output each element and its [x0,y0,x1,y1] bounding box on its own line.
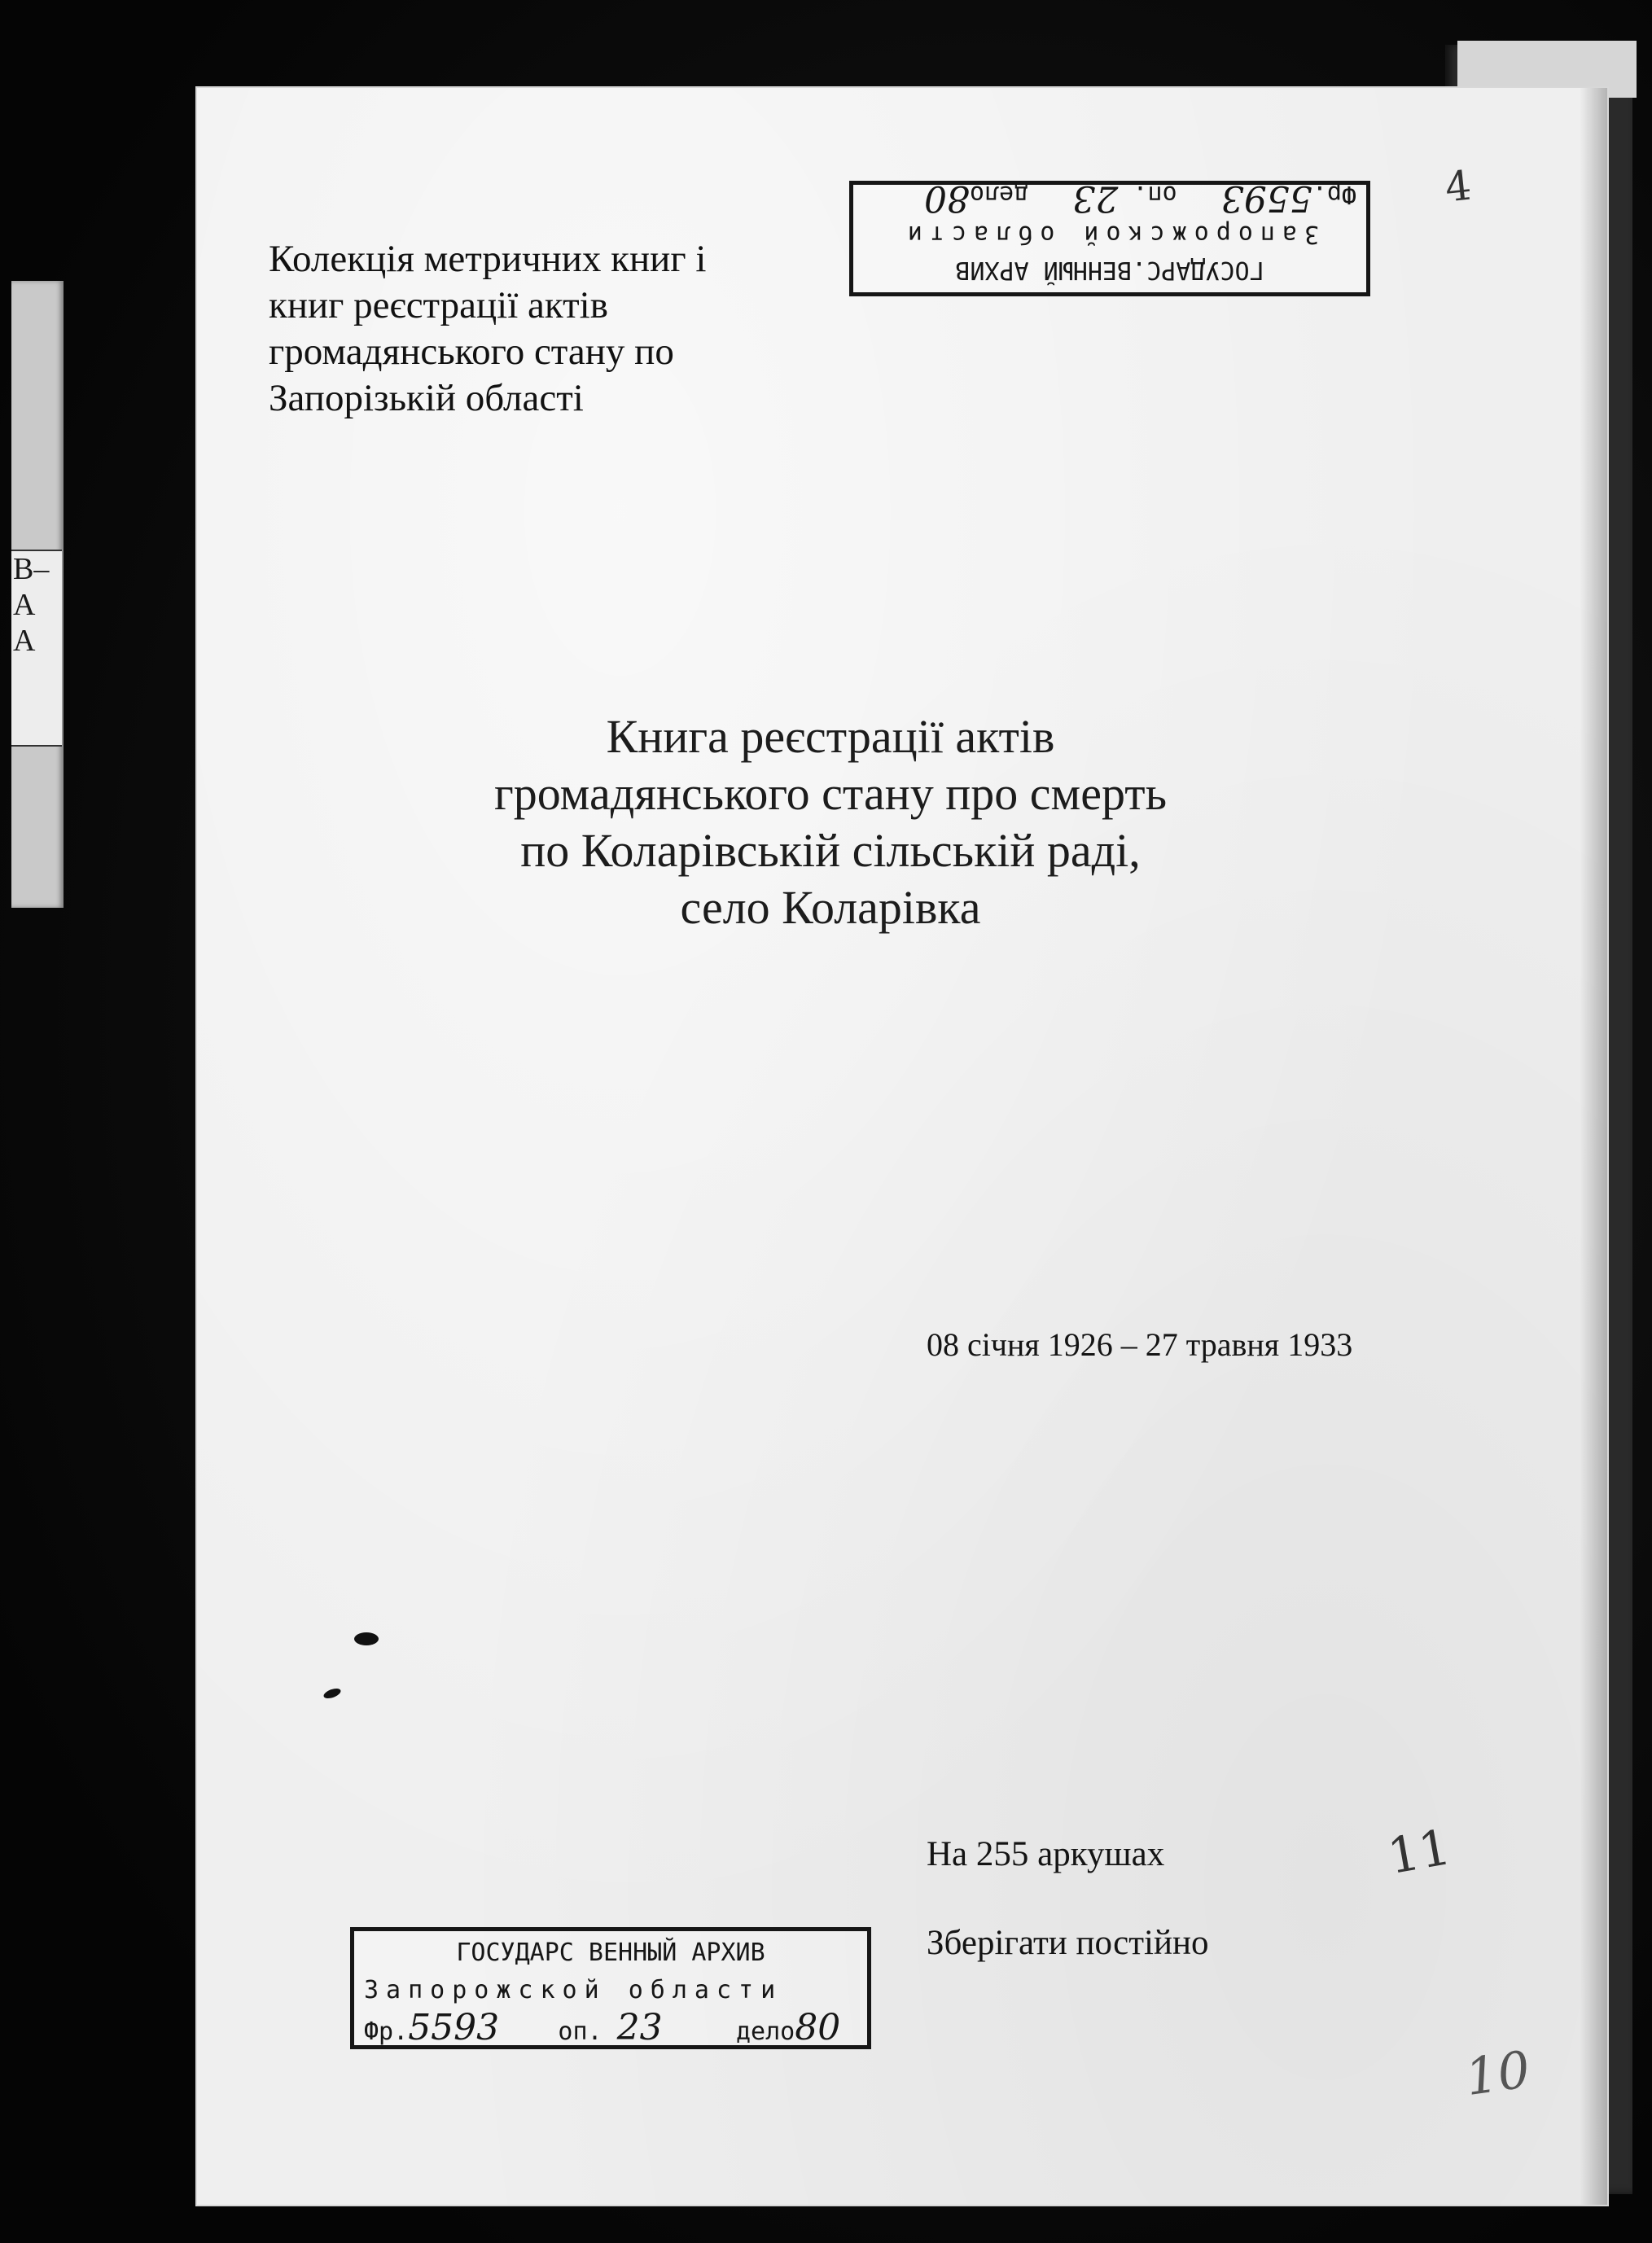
stamp-fond-label: Фр. [1312,180,1356,208]
stamp-reference-row [863,176,1356,219]
pencil-mark: 11 [1383,1818,1455,1886]
title-line: громадянського стану про смерть [493,767,1168,820]
archive-stamp-top [849,177,1370,296]
page-fold-shadow [1580,88,1607,2205]
stamp-reference-row [364,2009,857,2051]
title-line: Книга реєстрації актів [606,710,1055,763]
stamp-fond-number: 5593 [408,2007,500,2048]
stamp-region: Запорожской области [900,220,1320,248]
stamp-opis-label: оп. [1133,180,1177,208]
date-range: 08 січня 1926 – 27 травня 1933 [927,1326,1353,1363]
retention-note: Зберігати постійно [927,1924,1209,1962]
collection-header [269,236,839,422]
title-line: по Коларівській сільській раді, [520,824,1141,877]
spine-label-line: В– [13,552,50,586]
ink-spot [354,1632,379,1645]
collection-line: Колекція метричних книг і [269,238,707,280]
stamp-fond-label: Фр. [364,2017,409,2046]
stamp-delo-label: дело [969,180,1029,208]
stamp-fond-number: 5593 [1220,177,1312,219]
folder-spine-label [11,550,62,747]
pencil-mark: 4 [1443,161,1474,212]
stamp-region: Запорожской области [364,1976,783,2004]
stamp-opis-number: 23 [616,2007,663,2048]
folio-number: 10 [1461,2039,1534,2108]
spine-label-line: А [13,588,36,622]
document-title [456,708,1205,936]
stamp-archive-name: ГОСУДАРС ВЕННЫЙ АРХИВ [456,1939,765,1967]
collection-line: громадянського стану по [269,331,674,373]
sheet-count: На 255 аркушах [927,1835,1165,1873]
stamp-archive-name: ГОСУДАРС.ВЕННЫЙ АРХИВ [955,256,1264,284]
stamp-delo-number: 80 [923,177,970,219]
collection-line: книг реєстрації актів [269,284,608,326]
spine-label-line: А [13,624,36,658]
title-line: село Коларівка [680,881,981,934]
stamp-delo-label: дело [735,2017,795,2046]
archive-stamp-bottom [350,1927,871,2049]
stamp-delo-number: 80 [795,2007,841,2048]
stamp-opis-number: 23 [1072,177,1119,219]
stamp-opis-label: оп. [558,2017,603,2046]
collection-line: Запорізькій області [269,377,584,419]
